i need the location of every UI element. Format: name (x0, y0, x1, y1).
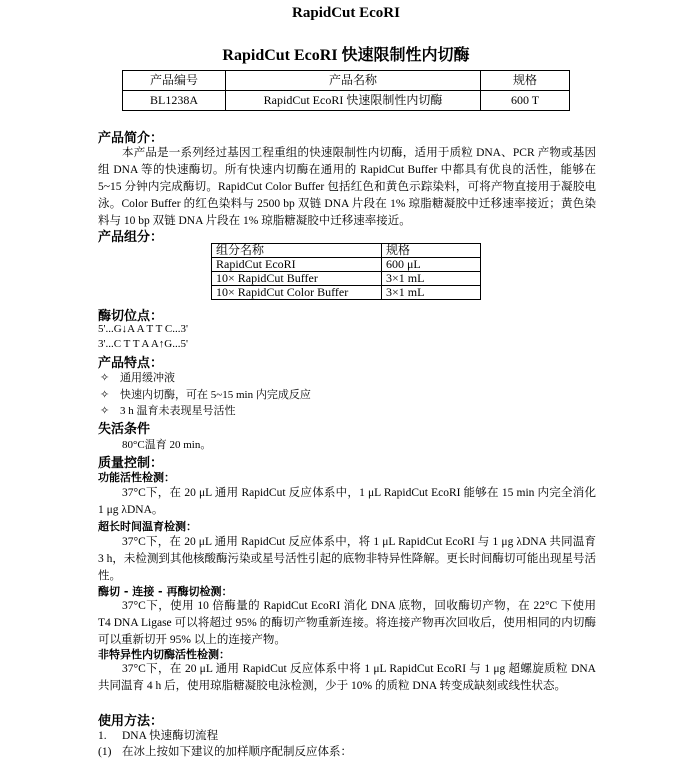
components-table (211, 243, 481, 300)
qc-subheading: 功能活性检测： (98, 471, 175, 484)
qc-paragraph: 37°C下，在 20 μL 通用 RapidCut 反应体系中，将 1 μL RapidCut EcoRI 与 1 μg λDNA 共同温育 3 h，未检测到其他核酸酶污染或星号活性引起的底物非特异性降解。更长时间酶切可能出现星号活性。 (98, 536, 596, 582)
intro-paragraph: 本产品是一系列经过基因工程重组的快速限制性内切酶，适用于质粒 DNA、PCR 产物或基因组 DNA 等的快速酶切。所有快速内切酶在通用的 RapidCut Buffer 中都具有优良的活性，能够在 5~15 分钟内完成酶切。RapidCut Color Buffer 包括红色和黄色示踪染料，可将产物直接用于凝胶电泳。Color Buffer 的红色染料与 2500 bp 双链 DNA 片段在 1% 琼脂糖凝胶中迁移速率接近；黄色染料与 10 bp 双链 DNA 片段在 1% 琼脂糖凝胶中迁移速率接近。 (98, 147, 596, 227)
cut-site-line: 3'...C T T A A↑G...5' (98, 338, 188, 350)
intro-heading: 产品简介： (98, 131, 164, 146)
usage-item: 1. DNA 快速酶切流程 (98, 730, 219, 742)
components-heading: 产品组分： (98, 230, 164, 245)
feature-item: ✧ 通用缓冲液 (100, 372, 175, 384)
table-header-cell: 产品名称 (226, 71, 481, 91)
table-header-row (123, 71, 570, 91)
bullet-icon: ✧ (100, 405, 110, 417)
table-cell: 600 T (481, 91, 570, 111)
feature-item: ✧ 快速内切酶，可在 5~15 min 内完成反应 (100, 389, 311, 401)
table-cell: RapidCut EcoRI 快速限制性内切酶 (226, 91, 481, 111)
table-cell: BL1238A (123, 91, 226, 111)
table-header-cell: 规格 (481, 71, 570, 91)
qc-heading: 质量控制： (98, 456, 164, 471)
table-header-cell: 产品编号 (123, 71, 226, 91)
bullet-icon: ✧ (100, 389, 110, 401)
features-heading: 产品特点： (98, 356, 164, 371)
table-header-row (212, 244, 481, 258)
table-row (123, 91, 570, 111)
table-row (212, 272, 481, 286)
table-cell: RapidCut EcoRI (212, 258, 382, 272)
cut-site-heading: 酶切位点： (98, 309, 164, 324)
table-cell: 3×1 mL (382, 286, 481, 300)
document-title: RapidCut EcoRI 快速限制性内切酶 (222, 47, 470, 64)
bullet-icon: ✧ (100, 372, 110, 384)
qc-subheading: 非特异性内切酶活性检测： (98, 648, 230, 661)
table-header-cell: 规格 (382, 244, 481, 258)
cut-site-line: 5'...G↓A A T T C...3' (98, 323, 188, 335)
qc-subheading: 超长时间温育检测： (98, 520, 197, 533)
table-cell: 600 μL (382, 258, 481, 272)
feature-item: ✧ 3 h 温育未表现星号活性 (100, 405, 236, 417)
qc-paragraph: 37°C下，在 20 μL 通用 RapidCut 反应体系中，1 μL RapidCut EcoRI 能够在 15 min 内完全消化 1 μg λDNA。 (98, 487, 596, 516)
table-row (212, 286, 481, 300)
product-table (122, 70, 570, 111)
table-cell: 3×1 mL (382, 272, 481, 286)
table-header-cell: 组分名称 (212, 244, 382, 258)
table-cell: 10× RapidCut Buffer (212, 272, 382, 286)
qc-paragraph: 37°C下，在 20 μL 通用 RapidCut 反应体系中将 1 μL RapidCut EcoRI 与 1 μg 超螺旋质粒 DNA 共同温育 4 h 后，使用琼脂糖凝胶电泳检测，少于 10% 的质粒 DNA 转变成缺刻或线性状态。 (98, 663, 596, 692)
usage-item: (1) 在冰上按如下建议的加样顺序配制反应体系： (98, 746, 352, 758)
qc-subheading: 酶切 - 连接 - 再酶切检测： (98, 585, 233, 598)
usage-heading: 使用方法： (98, 714, 164, 729)
inactivation-text: 80°C温育 20 min。 (122, 439, 212, 451)
page-header: RapidCut EcoRI (292, 5, 400, 21)
qc-paragraph: 37°C下，使用 10 倍酶量的 RapidCut EcoRI 消化 DNA 底物，回收酶切产物，在 22°C 下使用 T4 DNA Ligase 可以将超过 95% 的酶切产物重新连接。将连接产物再次回收后，使用相同的内切酶可以重新切开 95% 以上的连接产物。 (98, 600, 596, 646)
table-cell: 10× RapidCut Color Buffer (212, 286, 382, 300)
table-row (212, 258, 481, 272)
inactivation-heading: 失活条件 (98, 422, 151, 437)
